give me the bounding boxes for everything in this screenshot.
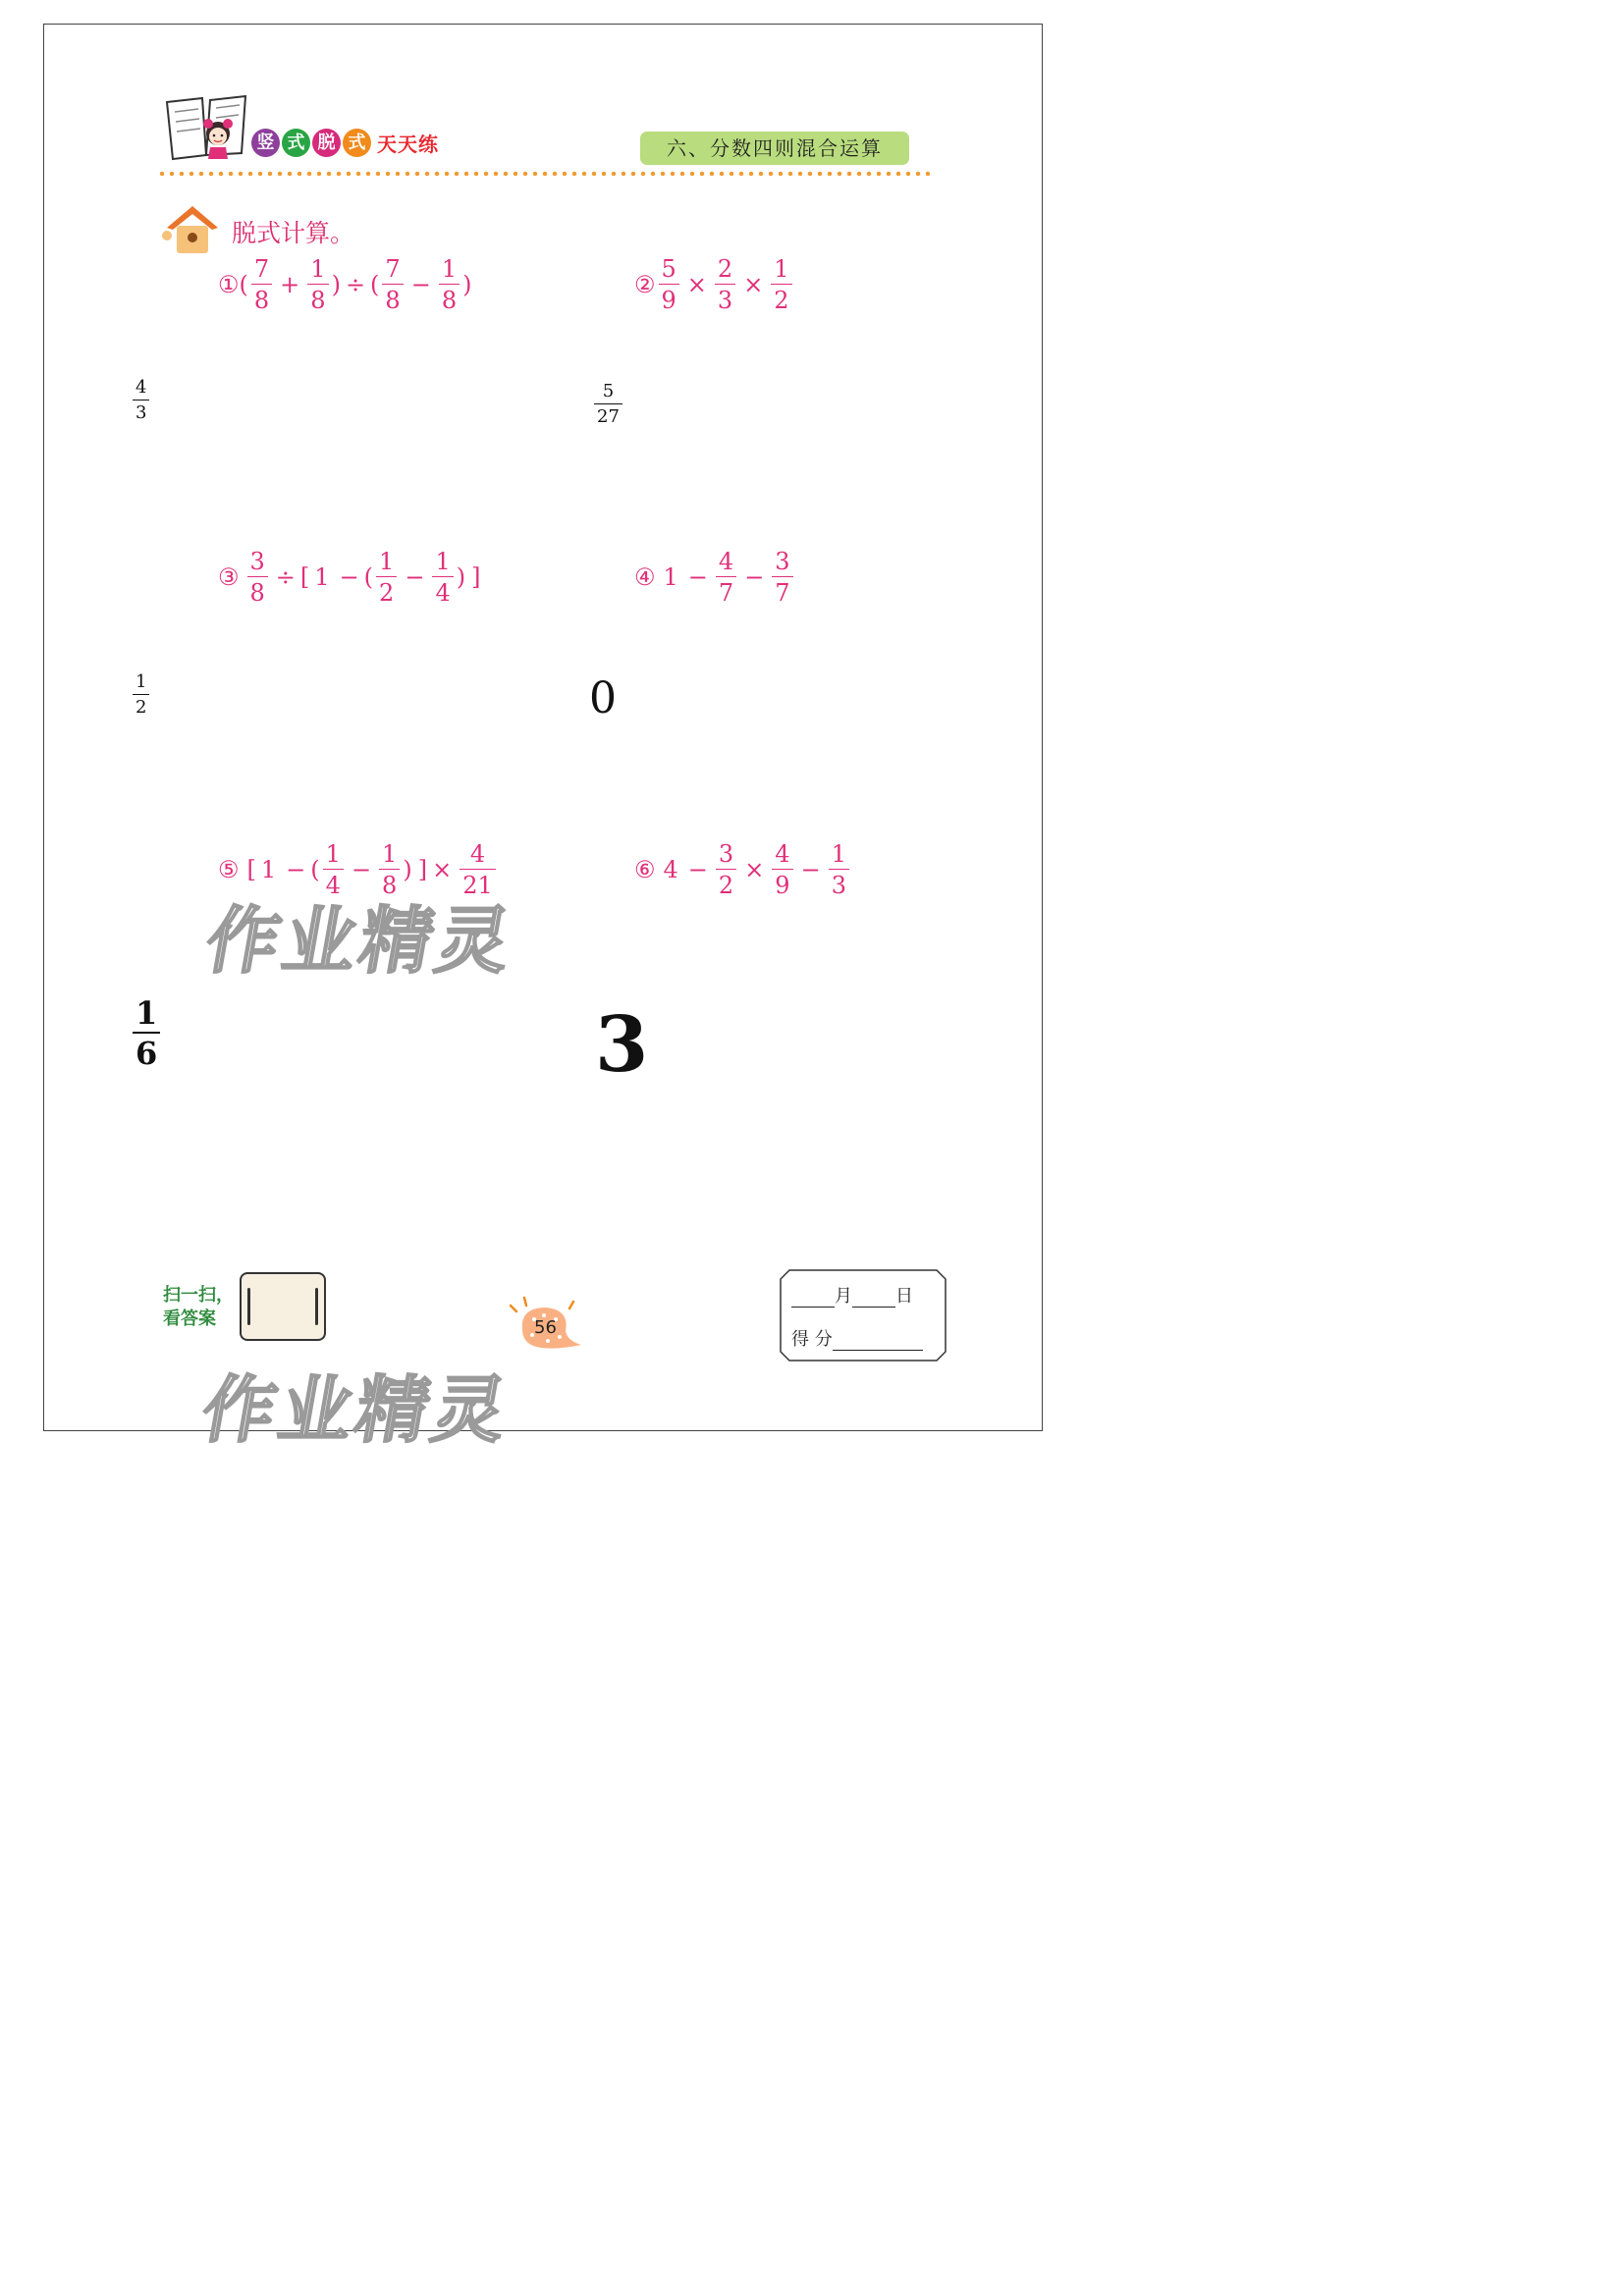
paren: ( (363, 563, 374, 591)
fraction (251, 257, 272, 312)
numerator: 1 (441, 255, 458, 283)
watermark: 作业精灵 (195, 1368, 517, 1453)
denominator: 2 (133, 694, 149, 717)
fraction (659, 257, 679, 312)
scan-prompt (163, 1284, 234, 1331)
problem-3 (218, 550, 480, 605)
operator: ÷ (275, 563, 296, 591)
birdhouse-icon (161, 202, 222, 257)
denominator: 8 (247, 576, 268, 605)
problem-6 (634, 842, 852, 897)
scan-line-2: 看答案 (163, 1308, 216, 1329)
problem-1 (218, 257, 471, 312)
operator: − (687, 856, 708, 883)
problem-marker: ③ (218, 563, 240, 591)
answer-3 (130, 673, 152, 717)
answer-2 (591, 383, 625, 426)
bracket: [ (299, 563, 310, 591)
number: 1 (260, 856, 277, 883)
numerator: 1 (135, 671, 147, 692)
denominator: 2 (771, 284, 791, 312)
operator: × (743, 271, 764, 298)
score-blank[interactable] (833, 1332, 923, 1351)
paren: ) (403, 856, 412, 883)
operator: − (405, 563, 425, 591)
denominator: 7 (716, 576, 736, 605)
numerator: 4 (469, 840, 486, 868)
fraction (715, 257, 735, 312)
fraction (382, 257, 403, 312)
paren: ( (370, 271, 380, 298)
paren: ( (239, 271, 248, 298)
numerator: 4 (718, 548, 734, 575)
bracket: [ (246, 856, 256, 883)
numerator: 1 (379, 548, 395, 575)
denominator: 7 (772, 576, 792, 605)
month-label: 月 (835, 1286, 852, 1307)
section-label: 六、分数四则混合运算 (640, 132, 909, 165)
watermark: 作业精灵 (199, 899, 521, 984)
month-blank[interactable] (791, 1289, 835, 1308)
numerator: 3 (775, 548, 790, 575)
denominator: 4 (432, 576, 453, 605)
series-title (251, 126, 439, 159)
numerator: 5 (661, 255, 676, 283)
problem-marker: ④ (634, 563, 656, 591)
page-number: 56 (534, 1317, 557, 1338)
numerator: 3 (718, 840, 734, 868)
denominator: 8 (382, 284, 403, 312)
denominator: 3 (829, 869, 849, 897)
paren: ( (310, 856, 320, 883)
paren: ) (331, 271, 341, 298)
paren: ) (456, 563, 466, 591)
denominator: 8 (251, 284, 272, 312)
answer-1 (130, 379, 152, 422)
answer-4: 0 (589, 673, 617, 723)
series-char-4: 式 (343, 129, 371, 157)
numerator: 1 (325, 840, 341, 868)
denominator: 9 (772, 869, 792, 897)
operator: × (432, 856, 453, 883)
number: 4 (663, 856, 678, 883)
series-char-2: 式 (282, 129, 310, 157)
series-suffix: 天天练 (377, 132, 439, 156)
fraction (307, 257, 328, 312)
paren: ) (462, 271, 472, 298)
bracket: ] (471, 563, 481, 591)
denominator: 3 (715, 284, 735, 312)
qr-code-placeholder[interactable] (240, 1272, 326, 1341)
denominator: 2 (716, 869, 736, 897)
numerator: 3 (249, 548, 265, 575)
answer-5 (130, 994, 163, 1072)
operator: − (744, 563, 765, 591)
fraction (439, 257, 460, 312)
numerator: 2 (717, 255, 733, 283)
fraction (376, 550, 397, 605)
numerator: 1 (310, 255, 326, 283)
fraction (247, 550, 268, 605)
number: 1 (663, 563, 678, 591)
denominator: 21 (460, 869, 496, 897)
number: 1 (314, 563, 330, 591)
fraction (594, 383, 622, 426)
fraction (432, 550, 453, 605)
operator: − (351, 856, 372, 883)
problem-4 (634, 550, 796, 605)
fraction (133, 673, 149, 717)
instruction: 脱式计算。 (232, 219, 355, 247)
denominator: 3 (133, 400, 149, 422)
numerator: 1 (831, 840, 846, 868)
fraction (133, 994, 160, 1072)
operator: − (410, 271, 431, 298)
operator: + (280, 271, 300, 298)
score-label: 得 分 (791, 1329, 833, 1350)
fraction (771, 257, 791, 312)
operator: − (687, 563, 708, 591)
answer-6: 3 (595, 1000, 649, 1090)
day-label: 日 (895, 1286, 913, 1307)
fraction (716, 842, 736, 897)
score-row (791, 1325, 923, 1351)
fraction (133, 379, 149, 422)
date-row (791, 1282, 913, 1308)
denominator: 6 (133, 1032, 160, 1069)
problem-marker: ⑤ (218, 856, 240, 883)
numerator: 1 (135, 994, 158, 1032)
numerator: 4 (775, 840, 790, 868)
problem-2 (634, 257, 795, 312)
denominator: 9 (659, 284, 679, 312)
series-char-3: 脱 (312, 129, 341, 157)
denominator: 4 (323, 869, 344, 897)
operator: − (339, 563, 359, 591)
operator: ÷ (345, 271, 366, 298)
problem-marker: ⑥ (634, 856, 656, 883)
operator: × (744, 856, 765, 883)
day-blank[interactable] (852, 1289, 895, 1308)
problem-marker: ② (634, 271, 656, 298)
scan-line-1: 扫一扫， (163, 1285, 234, 1306)
denominator: 8 (307, 284, 328, 312)
denominator: 27 (594, 403, 622, 426)
fraction (716, 550, 736, 605)
numerator: 1 (382, 840, 398, 868)
numerator: 7 (385, 255, 401, 283)
book-girl-icon (163, 94, 253, 163)
operator: − (286, 856, 306, 883)
problem-marker: ① (218, 271, 240, 298)
fraction (829, 842, 849, 897)
fraction (772, 550, 792, 605)
numerator: 1 (774, 255, 789, 283)
denominator: 2 (376, 576, 397, 605)
bracket: ] (417, 856, 428, 883)
denominator: 8 (379, 869, 400, 897)
numerator: 1 (435, 548, 451, 575)
operator: × (686, 271, 707, 298)
numerator: 7 (253, 255, 270, 283)
dotted-divider (157, 171, 935, 177)
fraction (772, 842, 792, 897)
series-char-1: 竖 (251, 129, 280, 157)
numerator: 5 (602, 381, 615, 401)
numerator: 4 (135, 377, 147, 398)
denominator: 8 (439, 284, 460, 312)
operator: − (800, 856, 821, 883)
